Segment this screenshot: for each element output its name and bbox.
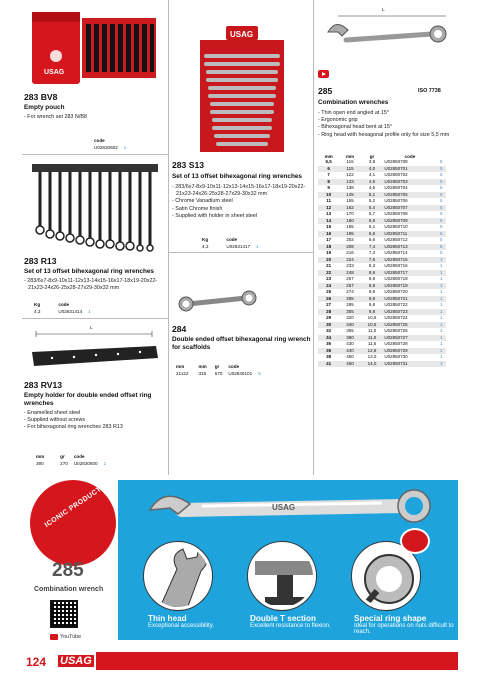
product-name: Empty pouch bbox=[24, 104, 65, 111]
size-cell: 38 bbox=[326, 354, 332, 359]
size-cell: 5,5 bbox=[325, 159, 332, 164]
weight-cell: 13,0 bbox=[367, 354, 377, 359]
qty-cell: 5 bbox=[439, 237, 443, 242]
code-cell: U02850702 bbox=[384, 172, 408, 177]
size-cell: 10 bbox=[318, 192, 339, 199]
product-bullets: - Enamelled sheet steel - Supplied without screws - For bihexagonal ring wrenches 283 R13 bbox=[24, 410, 123, 431]
qty-cell: 5 bbox=[439, 198, 443, 203]
weight-cell: 8,9 bbox=[368, 276, 376, 281]
size-cell: 18 bbox=[318, 244, 339, 251]
ring-detail-icon bbox=[400, 528, 430, 554]
product-bullets: - Thin open end angled at 15° - Ergonomic grip - Bihexagonal head bent at 15° - Ring head with hexagonal profile only for size 5,5 mm bbox=[318, 110, 450, 138]
size-cell: 11 bbox=[326, 198, 332, 203]
feature-caption: Special ring shape Ideal for operations on nuts difficult to reach. bbox=[354, 614, 454, 635]
iconic-number: 285 bbox=[52, 560, 84, 581]
size-cell: 16 bbox=[318, 231, 339, 238]
length-cell: 208 bbox=[339, 244, 360, 251]
code-cell: U02850729 bbox=[383, 348, 436, 355]
qr-code[interactable] bbox=[50, 600, 78, 628]
weight-cell: 6,1 bbox=[368, 224, 376, 229]
code-cell: U02850709 bbox=[383, 218, 436, 225]
product-name: Double ended offset bihexagonal ring wrench for scaffolds bbox=[172, 336, 311, 352]
size-cell: 14 bbox=[318, 218, 339, 225]
qty-cell: 5 bbox=[436, 166, 446, 173]
svg-text:USAG: USAG bbox=[230, 30, 254, 39]
qty-cell: 1 bbox=[439, 289, 443, 294]
size-cell: 27 bbox=[326, 302, 332, 307]
qty-cell: 5 bbox=[439, 211, 443, 216]
weight-cell: 8,3 bbox=[368, 263, 376, 268]
length-cell: 202 bbox=[346, 237, 354, 242]
product-bullets: - 283/6x7-8x9-10x11-12x13-14x15-16x17-18x19-20x22-21x23-24x26-25x28-27x29-30x32 mm bbox=[24, 278, 158, 292]
code-cell: U02850723 bbox=[383, 309, 436, 316]
feature-image-thin-head bbox=[144, 542, 212, 610]
weight-cell: 11,0 bbox=[361, 335, 384, 342]
qty-cell: 1 bbox=[439, 315, 443, 320]
code-cell: U02850708 bbox=[384, 159, 408, 164]
length-cell: 133 bbox=[339, 179, 360, 186]
youtube-icon[interactable] bbox=[318, 70, 329, 78]
size-cell: 17 bbox=[326, 237, 332, 242]
wrench-rack-image bbox=[196, 16, 288, 152]
qty-cell: 1 bbox=[436, 270, 446, 277]
product-table: Kg code 4,3 U02831414 1 bbox=[34, 302, 91, 314]
qty-cell: 5 bbox=[436, 179, 446, 186]
page-number: 124 bbox=[26, 655, 47, 669]
length-cell: 355 bbox=[346, 328, 354, 333]
weight-cell: 9,8 bbox=[361, 296, 384, 303]
product-bullets: - 283/6x7-8x9-10x11-12x13-14x15-16x17-18x19-20x22-21x23-24x26-25x28-27x29-30x32 mm - Chrome Vanadium steel - Satin Chrome finish - Supplied with holder in sheet steel bbox=[172, 184, 306, 219]
length-cell: 138 bbox=[346, 185, 354, 190]
qty-cell: 1 bbox=[436, 283, 446, 290]
product-name: Set of 13 offset bihexagonal ring wrenches bbox=[24, 268, 154, 275]
size-cell: 15 bbox=[326, 224, 332, 229]
code-cell: U02850708 bbox=[384, 211, 408, 216]
size-cell: 24 bbox=[318, 283, 339, 290]
weight-cell: 10,5 bbox=[367, 315, 377, 320]
weight-cell: 5,4 bbox=[361, 205, 384, 212]
qty-cell: 1 bbox=[436, 296, 446, 303]
weight-cell: 4,0 bbox=[361, 166, 384, 173]
code-cell: U02850714 bbox=[384, 250, 408, 255]
pouch-image bbox=[24, 6, 164, 86]
svg-text:USAG: USAG bbox=[44, 69, 65, 76]
length-cell: 185 bbox=[346, 224, 354, 229]
weight-cell: 6,6 bbox=[361, 231, 384, 238]
length-cell: 248 bbox=[339, 270, 360, 277]
weight-cell: 7,5 bbox=[361, 257, 384, 264]
size-cell: 30 bbox=[318, 322, 339, 329]
weight-cell: 10,5 bbox=[361, 322, 384, 329]
weight-cell: 14,0 bbox=[361, 361, 384, 368]
code-cell: U02850726 bbox=[384, 328, 408, 333]
code-cell: U02850720 bbox=[384, 289, 408, 294]
code-cell: U02850711 bbox=[383, 231, 436, 238]
qty-cell: 5 bbox=[439, 185, 443, 190]
code-cell: U02850721 bbox=[383, 296, 436, 303]
size-cell: 23 bbox=[326, 276, 332, 281]
weight-cell: 7,4 bbox=[361, 244, 384, 251]
weight-cell: 9,8 bbox=[368, 289, 376, 294]
size-cell: 32 bbox=[326, 328, 332, 333]
qty-cell: 1 bbox=[439, 328, 443, 333]
code-cell: U02850730 bbox=[384, 354, 408, 359]
product-ref: 283 BV8 bbox=[24, 92, 58, 102]
code-cell: U02850703 bbox=[383, 179, 436, 186]
product-table: mm mm gr code 21x22 315 570 U02840101 5 bbox=[176, 364, 261, 376]
qty-cell: 1 bbox=[436, 322, 446, 329]
dimension-label: L bbox=[90, 326, 93, 331]
length-cell: 155 bbox=[346, 198, 354, 203]
length-cell: 440 bbox=[339, 348, 360, 355]
product-ref: 283 R13 bbox=[24, 256, 57, 266]
length-cell: 180 bbox=[339, 218, 360, 225]
feature-caption: Double T section Excellent resistance to flexion. bbox=[250, 614, 331, 629]
code-cell: U02850704 bbox=[384, 185, 408, 190]
length-cell: 340 bbox=[339, 322, 360, 329]
weight-cell: 3,8 bbox=[368, 159, 376, 164]
qty-cell: 1 bbox=[436, 361, 446, 368]
length-cell: 195 bbox=[339, 231, 360, 238]
weight-cell: 12,8 bbox=[361, 348, 384, 355]
size-cell: 12 bbox=[318, 205, 339, 212]
code-cell: U02850725 bbox=[383, 322, 436, 329]
dimension-label: L bbox=[382, 8, 385, 13]
qty-cell: 5 bbox=[436, 218, 446, 225]
product-table: mm gr code 390 270 U02830600 1 bbox=[36, 454, 107, 466]
size-cell: 41 bbox=[318, 361, 339, 368]
column-divider-2 bbox=[313, 0, 314, 475]
code-cell: U02850717 bbox=[383, 270, 436, 277]
features-panel bbox=[118, 480, 458, 640]
code-cell: U02850715 bbox=[383, 257, 436, 264]
product-ref: 283 RV13 bbox=[24, 380, 63, 390]
size-cell: 8 bbox=[318, 179, 339, 186]
length-cell: 257 bbox=[346, 276, 354, 281]
weight-cell: 8,9 bbox=[361, 283, 384, 290]
qty-cell: 5 bbox=[439, 159, 443, 164]
weight-cell: 4,6 bbox=[368, 185, 376, 190]
qty-cell: 1 bbox=[436, 309, 446, 316]
length-cell: 274 bbox=[346, 289, 354, 294]
product-name: Empty holder for double ended offset ring wrenches bbox=[24, 392, 152, 408]
length-cell: 320 bbox=[346, 315, 354, 320]
qty-cell: 1 bbox=[439, 354, 443, 359]
qty-cell: 5 bbox=[436, 244, 446, 251]
column-divider-1 bbox=[168, 0, 169, 475]
weight-cell: 11,5 bbox=[367, 341, 377, 346]
length-cell: 122 bbox=[346, 172, 354, 177]
size-cell: 6 bbox=[318, 166, 339, 173]
weight-cell: 9,8 bbox=[368, 302, 376, 307]
size-cell: 9 bbox=[327, 185, 330, 190]
length-cell: 224 bbox=[339, 257, 360, 264]
weight-cell: 5,2 bbox=[368, 198, 376, 203]
size-cell: 7 bbox=[327, 172, 330, 177]
length-cell: 460 bbox=[339, 361, 360, 368]
scaffold-wrench-image bbox=[176, 288, 260, 314]
weight-cell: 4,1 bbox=[368, 172, 376, 177]
code-cell: U02850707 bbox=[383, 205, 436, 212]
code-cell: U02850710 bbox=[384, 224, 408, 229]
row-divider bbox=[22, 154, 168, 155]
length-cell: 216 bbox=[346, 250, 354, 255]
qty-cell: 1 bbox=[439, 302, 443, 307]
code-cell: U02850705 bbox=[383, 192, 436, 199]
qty-cell: 5 bbox=[439, 224, 443, 229]
iconic-product-badge: ICONIC PRODUCT bbox=[30, 480, 116, 566]
code-cell: U02850712 bbox=[384, 237, 408, 242]
qty-cell: 1 bbox=[439, 263, 443, 268]
weight-cell: 4,6 bbox=[361, 179, 384, 186]
length-cell: 115 bbox=[346, 159, 354, 164]
length-cell: 285 bbox=[339, 296, 360, 303]
svg-text:USAG: USAG bbox=[272, 503, 296, 512]
size-cell: 26 bbox=[318, 296, 339, 303]
code-cell: U02850722 bbox=[384, 302, 408, 307]
product-ref: 285 bbox=[318, 86, 333, 96]
qty-cell: 5 bbox=[436, 192, 446, 199]
length-cell: 450 bbox=[346, 354, 354, 359]
qty-cell: 5 bbox=[436, 231, 446, 238]
code-cell: U02850716 bbox=[384, 263, 408, 268]
length-cell: 145 bbox=[339, 192, 360, 199]
qty-cell: 5 bbox=[439, 172, 443, 177]
code-cell: U02850728 bbox=[384, 341, 408, 346]
code-cell: U02850724 bbox=[384, 315, 408, 320]
weight-cell: 8,6 bbox=[361, 270, 384, 277]
qty-cell: 5 bbox=[439, 250, 443, 255]
size-cell: 36 bbox=[318, 348, 339, 355]
youtube-label[interactable]: YouTube bbox=[60, 634, 82, 640]
table-row bbox=[318, 361, 446, 368]
code-cell: U02850727 bbox=[383, 335, 436, 342]
product-ref: 283 S13 bbox=[172, 160, 205, 170]
qty-cell: 1 bbox=[436, 257, 446, 264]
size-cell: 20 bbox=[318, 257, 339, 264]
length-cell: 295 bbox=[346, 302, 354, 307]
weight-cell: 5,9 bbox=[361, 218, 384, 225]
size-cell: 34 bbox=[318, 335, 339, 342]
size-cell: 13 bbox=[326, 211, 332, 216]
product-name: Combination wrenches bbox=[318, 99, 389, 106]
size-cell: 25 bbox=[326, 289, 332, 294]
qty-cell: 1 bbox=[439, 341, 443, 346]
weight-cell: 5,7 bbox=[368, 211, 376, 216]
weight-cell: 11,0 bbox=[367, 328, 377, 333]
code-cell: U02850701 bbox=[383, 166, 436, 173]
qty-cell: 1 bbox=[436, 348, 446, 355]
weight-cell: 9,8 bbox=[361, 309, 384, 316]
size-cell: 35 bbox=[326, 341, 332, 346]
row-divider bbox=[22, 318, 168, 319]
iconic-name: Combination wrench bbox=[34, 586, 104, 593]
feature-image-double-t bbox=[248, 542, 316, 610]
qty-cell: 1 bbox=[436, 335, 446, 342]
brand-logo: USAG bbox=[60, 655, 92, 667]
wrench-set-image bbox=[26, 160, 164, 252]
size-cell: 28 bbox=[318, 309, 339, 316]
product-bullets: - For wrench set 283 N/B8 bbox=[24, 114, 87, 120]
length-cell: 115 bbox=[339, 166, 360, 173]
length-cell: 162 bbox=[339, 205, 360, 212]
code-cell: U02850731 bbox=[383, 361, 436, 368]
code-cell: U02850718 bbox=[384, 276, 408, 281]
qty-cell: 1 bbox=[439, 276, 443, 281]
length-cell: 170 bbox=[346, 211, 354, 216]
spec-table: mm mm gr code 5,5 115 3,8 U02850708 5 6 115 4,0 U02850701 5 7 122 4,1 U02850702 5 8 133 4,6 U02850703 5 9 138 4,6 U02850704 5 10 145 5,1 U02850705 5 11 155 5,2 U02850706 5 12 162 5,4 U02850707 5 13 170 5,7 U02850708 5 14 180 5,9 U02850709 5 15 185 6,1 U02850710 5 16 195 6,6 U02850711 5 17 202 6,6 U02850712 5 18 208 7,4 U02850713 5 19 216 7,4 U02850714 5 20 224 7,5 U02850715 1 21 233 8,3 U02850716 1 22 248 8,6 U02850717 1 23 257 8,9 U02850718 1 24 267 8,9 U02850719 1 25 274 9,8 U02850720 1 26 285 9,8 U02850721 1 27 295 9,8 U02850722 1 28 305 9,8 U02850723 1 29 320 10,5 U02850724 1 30 340 10,5 U02850725 1 32 355 11,0 U02850726 1 34 390 11,0 U02850727 1 35 430 11,5 U02850728 1 36 440 12,8 U02850729 1 38 450 13,0 U02850730 1 41 460 14,0 U02850731 1 bbox=[318, 146, 446, 367]
size-cell: 29 bbox=[326, 315, 332, 320]
product-name: Set of 13 offset bihexagonal ring wrenches bbox=[172, 173, 302, 180]
product-table: code U02830602 1 bbox=[94, 138, 127, 150]
combination-wrench-image bbox=[318, 12, 458, 56]
length-cell: 233 bbox=[346, 263, 354, 268]
qty-cell: 5 bbox=[436, 205, 446, 212]
size-cell: 19 bbox=[326, 250, 332, 255]
iso-standard: ISO 7738 bbox=[418, 88, 441, 94]
length-cell: 390 bbox=[339, 335, 360, 342]
length-cell: 267 bbox=[339, 283, 360, 290]
size-cell: 21 bbox=[326, 263, 332, 268]
product-ref: 284 bbox=[172, 324, 187, 334]
wrench-hero-image bbox=[142, 488, 442, 528]
length-cell: 430 bbox=[346, 341, 354, 346]
feature-caption: Thin head Exceptional accessibility. bbox=[148, 614, 214, 629]
weight-cell: 7,4 bbox=[368, 250, 376, 255]
size-cell: 22 bbox=[318, 270, 339, 277]
code-cell: U02850719 bbox=[383, 283, 436, 290]
row-divider bbox=[168, 252, 313, 253]
weight-cell: 5,1 bbox=[361, 192, 384, 199]
youtube-icon[interactable] bbox=[50, 634, 58, 640]
code-cell: U02850713 bbox=[383, 244, 436, 251]
holder-image bbox=[24, 328, 164, 372]
weight-cell: 6,6 bbox=[368, 237, 376, 242]
length-cell: 305 bbox=[339, 309, 360, 316]
product-table: Kg code 4,3 U02831417 1 bbox=[202, 237, 259, 249]
code-cell: U02850706 bbox=[384, 198, 408, 203]
